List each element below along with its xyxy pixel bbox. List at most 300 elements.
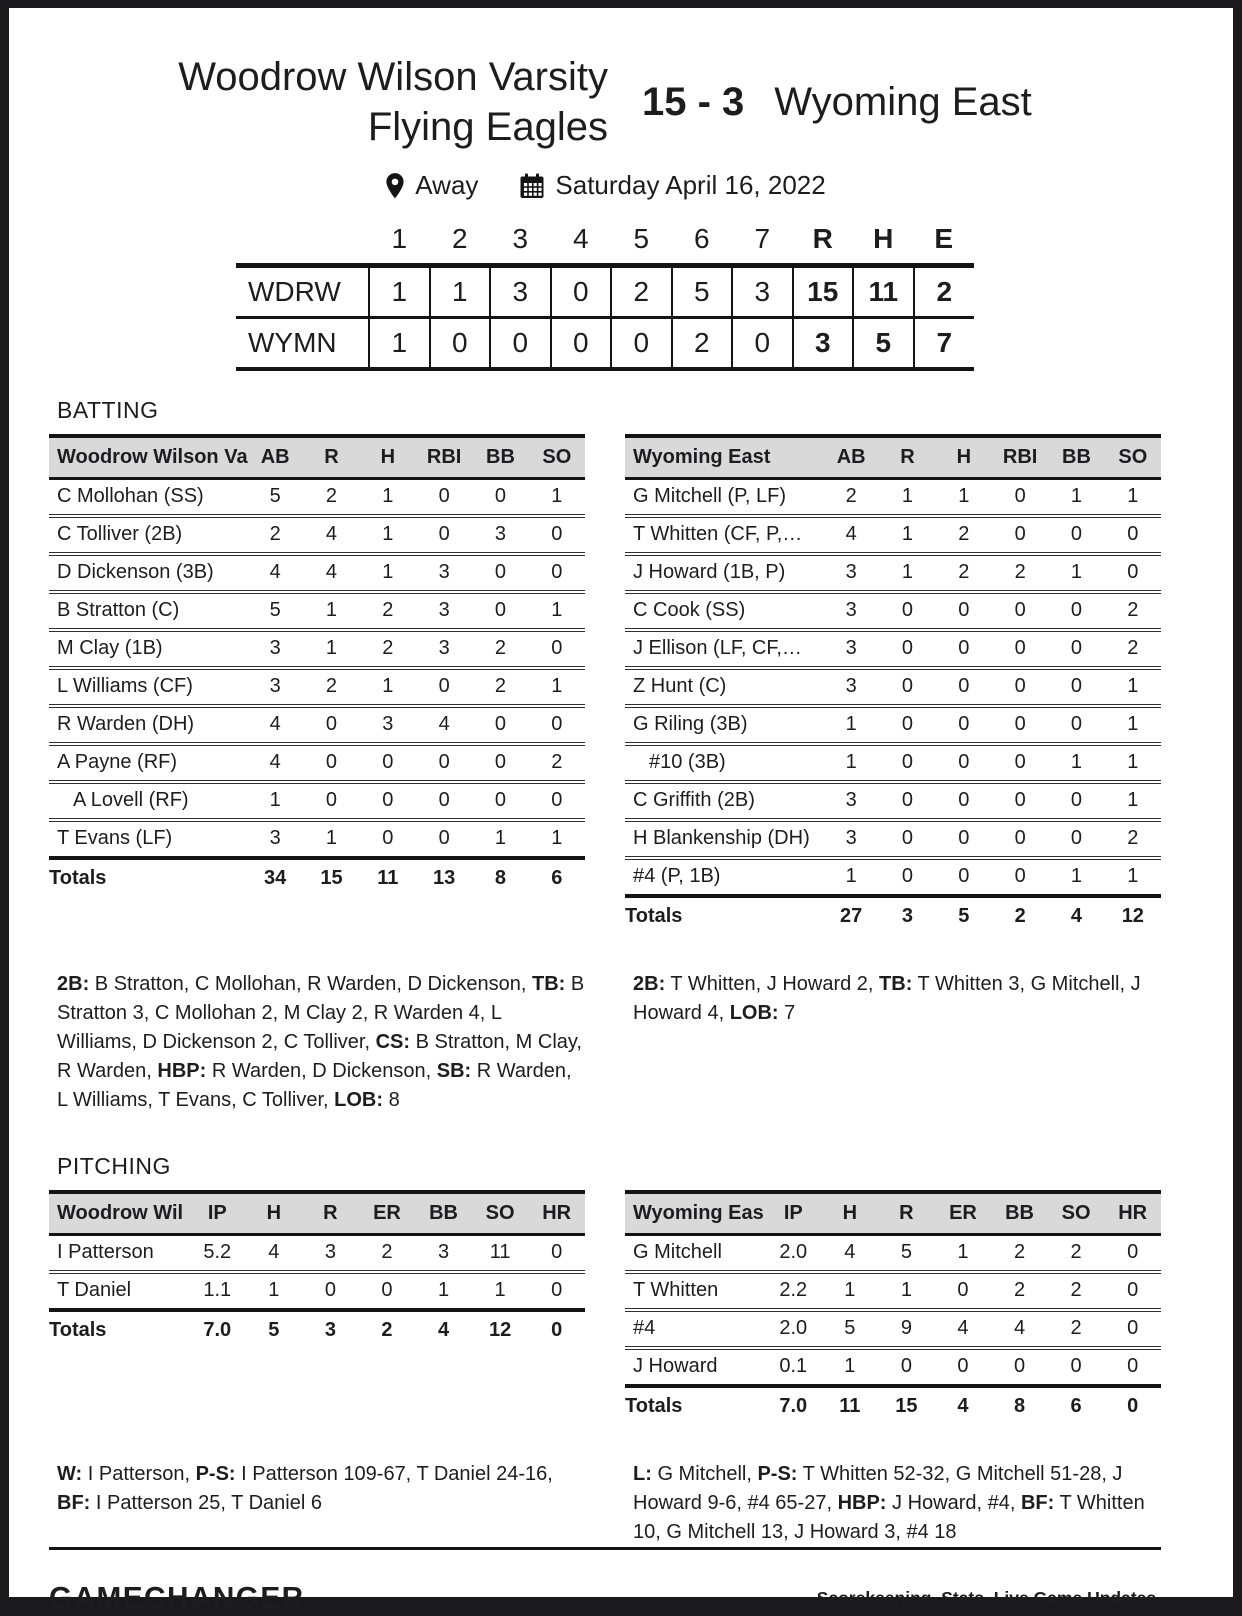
game-location [384, 170, 478, 201]
stat-value-cell: 1 [360, 556, 416, 594]
stat-value-cell: 0 [1127, 1355, 1139, 1377]
stat-column-header: BB [1048, 434, 1104, 480]
batter-row [49, 594, 585, 632]
player-name: L Williams (CF) [49, 670, 247, 708]
stat-column-header: H [822, 1190, 879, 1236]
stat-value-cell: 1 [1127, 865, 1139, 887]
footer-divider [49, 1547, 1161, 1550]
stat-value-cell: 0 [529, 632, 585, 670]
inning-score-cell: 0 [490, 318, 551, 370]
totals-value-cell: 13 [416, 856, 472, 898]
summary-score-cell: 11 [853, 266, 914, 318]
stat-column-header: HR [528, 1190, 585, 1236]
totals-value-cell: 34 [247, 856, 303, 898]
inning-score-cell: 1 [369, 318, 430, 370]
stat-value-cell: 0 [879, 594, 935, 632]
stat-value-cell: 3 [416, 556, 472, 594]
stat-value-cell: 1 [303, 632, 359, 670]
stat-value-cell: 0 [472, 556, 528, 594]
inning-score-cell: 0 [430, 318, 491, 370]
stat-value-cell: 3 [823, 594, 879, 632]
stat-value-cell: 2 [1105, 632, 1161, 670]
team-column-header: Woodrow Wilson Va [49, 434, 247, 480]
totals-value-cell: 6 [1048, 1384, 1105, 1426]
stat-value-cell: 1 [1105, 670, 1161, 708]
batter-row [625, 860, 1161, 894]
stat-value-cell: 4 [303, 556, 359, 594]
stat-value-cell: 4 [246, 1236, 303, 1274]
note-stat-label: W: [57, 1463, 83, 1485]
stat-value-cell: 0 [992, 480, 1048, 518]
totals-value-cell: 15 [303, 856, 359, 898]
line-score-table [236, 223, 974, 371]
stat-value-cell: 2.0 [765, 1312, 822, 1350]
stat-value-cell: 0 [1070, 1355, 1082, 1377]
home-team-line2: Flying Eagles [367, 105, 608, 149]
inning-score-cell: 0 [611, 318, 672, 370]
player-name: G Mitchell [625, 1236, 765, 1274]
home-batting-table [49, 434, 585, 898]
player-name: J Howard [633, 1355, 718, 1377]
totals-value-cell: 7.0 [189, 1308, 246, 1350]
stat-value-cell: 1 [879, 518, 935, 556]
stat-column-header: R [878, 1190, 935, 1236]
stat-value-cell: 2 [991, 1236, 1048, 1274]
stat-column-header: BB [415, 1190, 472, 1236]
stat-value-cell: 1 [1048, 556, 1104, 594]
stat-value-cell: 3 [823, 670, 879, 708]
game-title-row [49, 52, 1161, 152]
stat-value-cell: 4 [416, 708, 472, 746]
inning-number-header: 6 [693, 223, 710, 254]
pitcher-row [49, 1274, 585, 1308]
stat-value-cell: 0 [879, 670, 935, 708]
inning-score-cell: 1 [369, 266, 430, 318]
stat-value-cell: 0 [992, 632, 1048, 670]
stat-value-cell: 1 [529, 480, 585, 518]
stat-value-cell: 0 [1014, 865, 1026, 887]
summary-score-cell: 15 [793, 266, 854, 318]
inning-score-cell: 2 [611, 266, 672, 318]
stat-value-cell: 3 [416, 594, 472, 632]
stat-value-cell: 0 [472, 594, 528, 632]
stat-value-cell: 2 [303, 670, 359, 708]
batting-columns [49, 434, 1161, 1115]
totals-value-cell: 6 [529, 856, 585, 898]
team-column-header: Woodrow Wil [49, 1190, 189, 1236]
scorecard-page [9, 8, 1233, 1615]
stat-value-cell: 2 [823, 480, 879, 518]
stat-value-cell: 1 [551, 827, 563, 849]
stat-column-header: R [879, 434, 935, 480]
totals-value-cell: 8 [991, 1384, 1048, 1426]
stat-value-cell: 0 [1013, 1355, 1026, 1377]
batter-row [49, 746, 585, 784]
stat-value-cell: 3 [823, 556, 879, 594]
note-stat-label: CS: [375, 1031, 411, 1053]
batter-row [625, 708, 1161, 746]
stat-value-cell: 0 [416, 670, 472, 708]
totals-row [49, 1308, 585, 1350]
batter-row [625, 556, 1161, 594]
player-name: #10 (3B) [625, 746, 823, 784]
player-name: M Clay (1B) [49, 632, 247, 670]
note-stat-label: P-S: [757, 1463, 798, 1485]
totals-value-cell: 2 [359, 1308, 416, 1350]
stat-value-cell: 1 [268, 1279, 280, 1301]
stat-column-header: IP [765, 1190, 822, 1236]
stat-value-cell: 3 [472, 518, 528, 556]
inning-score-cell: 3 [490, 266, 551, 318]
pitcher-row [625, 1236, 1161, 1274]
player-name: J Ellison (LF, CF,… [625, 632, 823, 670]
inning-number-header: 3 [512, 223, 529, 254]
note-stat-label: HBP: [837, 1492, 887, 1514]
stat-value-cell: 2 [1105, 594, 1161, 632]
totals-value-cell: 0 [528, 1308, 585, 1350]
stat-value-cell: 0 [529, 784, 585, 822]
stat-value-cell: 0 [529, 556, 585, 594]
stat-value-cell: 0 [416, 784, 472, 822]
player-name: T Whitten (CF, P,… [625, 518, 823, 556]
stat-value-cell: 3 [823, 822, 879, 860]
stat-value-cell: 1 [529, 670, 585, 708]
batter-row [49, 670, 585, 708]
inning-number-header: 2 [451, 223, 468, 254]
home-pitching-notes: W: I Patterson, P-S: I Patterson 109-67, T Daniel 24-16, BF: I Patterson 25, T Daniel 6 [57, 1463, 553, 1514]
stat-value-cell: 0 [901, 865, 914, 887]
stat-value-cell: 0 [992, 746, 1048, 784]
stat-value-cell: 3 [247, 632, 303, 670]
stat-value-cell: 5 [247, 480, 303, 518]
stat-header-row [625, 434, 1161, 480]
stat-value-cell: 1 [879, 556, 935, 594]
stat-value-cell: 0 [416, 746, 472, 784]
totals-row [625, 894, 1161, 936]
team-column-header: Wyoming East [625, 434, 823, 480]
stat-value-cell: 0 [992, 784, 1048, 822]
stat-value-cell: 0 [1105, 518, 1161, 556]
stat-value-cell: 1 [247, 784, 303, 822]
stat-value-cell: 0 [992, 708, 1048, 746]
linescore-section [49, 223, 1161, 371]
stat-header-row [49, 1190, 585, 1236]
note-stat-label: HBP: [157, 1060, 207, 1082]
stat-value-cell: 1 [878, 1274, 935, 1312]
stat-value-cell: 0 [360, 784, 416, 822]
stat-value-cell: 0 [1104, 1312, 1161, 1350]
stat-value-cell: 1 [935, 1236, 992, 1274]
stat-value-cell: 0 [936, 632, 992, 670]
away-pitching-table [625, 1190, 1161, 1426]
scorecard-content [49, 38, 1161, 1547]
stat-value-cell: 0 [879, 708, 935, 746]
stat-value-cell: 0 [529, 708, 585, 746]
totals-value-cell: 5 [246, 1308, 303, 1350]
stat-value-cell: 1 [1105, 784, 1161, 822]
inning-score-cell: 0 [551, 318, 612, 370]
batter-row [625, 784, 1161, 822]
stat-value-cell: 0 [303, 784, 359, 822]
totals-value-cell: 5 [936, 894, 992, 936]
totals-value-cell: 7.0 [765, 1384, 822, 1426]
player-name: Z Hunt (C) [625, 670, 823, 708]
calendar-icon [518, 172, 546, 200]
home-team-name [178, 52, 608, 152]
stat-value-cell: 1 [1105, 746, 1161, 784]
note-stat-label: 2B: [57, 973, 90, 995]
player-name: R Warden (DH) [49, 708, 247, 746]
totals-value-cell: 15 [878, 1384, 935, 1426]
stat-value-cell: 0 [879, 632, 935, 670]
note-stat-label: L: [633, 1463, 652, 1485]
stat-column-header: H [246, 1190, 303, 1236]
player-name: G Mitchell (P, LF) [625, 480, 823, 518]
pitcher-row [625, 1312, 1161, 1350]
summary-score-cell: 7 [914, 318, 975, 370]
inning-score-cell: 0 [551, 266, 612, 318]
stat-value-cell: 0.1 [779, 1355, 808, 1377]
away-batting-notes: 2B: T Whitten, J Howard 2, TB: T Whitten 3, G Mitchell, J Howard 4, LOB: 7 [633, 973, 1141, 1024]
summary-score-cell: 2 [914, 266, 975, 318]
stat-value-cell: 0 [472, 480, 528, 518]
stat-value-cell: 0 [957, 1355, 969, 1377]
totals-value-cell: 3 [302, 1308, 359, 1350]
stat-value-cell: 2 [1048, 1236, 1105, 1274]
batter-row [49, 822, 585, 856]
stat-value-cell: 0 [1105, 556, 1161, 594]
stat-value-cell: 0 [438, 827, 450, 849]
stat-column-header: R [302, 1190, 359, 1236]
stat-value-cell: 1 [360, 518, 416, 556]
stat-column-header: ER [359, 1190, 416, 1236]
note-stat-label: TB: [879, 973, 913, 995]
linescore-header-row [236, 223, 974, 266]
stat-value-cell: 4 [303, 518, 359, 556]
stat-value-cell: 4 [991, 1312, 1048, 1350]
stat-value-cell: 5 [247, 594, 303, 632]
stat-value-cell: 0 [303, 746, 359, 784]
stat-value-cell: 1 [325, 827, 338, 849]
stat-value-cell: 2 [303, 480, 359, 518]
stat-value-cell: 0 [936, 594, 992, 632]
stat-column-header: H [360, 434, 416, 480]
away-team-name: Wyoming East [774, 79, 1032, 124]
stat-value-cell: 0 [900, 1355, 912, 1377]
stat-value-cell: 0 [958, 865, 970, 887]
stat-column-header: AB [823, 434, 879, 480]
player-name: D Dickenson (3B) [49, 556, 247, 594]
stat-value-cell: 3 [360, 708, 416, 746]
batter-row [625, 518, 1161, 556]
stat-header-row [49, 434, 585, 480]
stat-value-cell: 0 [1048, 594, 1104, 632]
player-name: G Riling (3B) [625, 708, 823, 746]
inning-score-cell: 5 [672, 266, 733, 318]
totals-row [49, 856, 585, 898]
stat-value-cell: 1.1 [203, 1279, 232, 1301]
stat-value-cell: 0 [992, 594, 1048, 632]
stat-value-cell: 2 [1048, 1312, 1105, 1350]
inning-score-cell: 3 [732, 266, 793, 318]
stat-value-cell: 2 [360, 594, 416, 632]
pitching-section-label: PITCHING [57, 1153, 171, 1179]
stat-value-cell: 2 [247, 518, 303, 556]
team-abbreviation: WDRW [236, 266, 369, 318]
inning-number-header: 5 [633, 223, 650, 254]
stat-value-cell: 2 [936, 518, 992, 556]
player-name: A Payne (RF) [49, 746, 247, 784]
stat-value-cell: 0 [529, 518, 585, 556]
totals-value-cell: 8 [472, 856, 528, 898]
stat-value-cell: 2 [991, 1274, 1048, 1312]
home-batting-notes: 2B: B Stratton, C Mollohan, R Warden, D Dickenson, TB: B Stratton 3, C Mollohan 2, M Clay 2, R Warden 4, L Williams, D Dickenson 2, C Tolliver, CS: B Stratton, M Clay, R Warden, HBP: R Warden, D Dickenson, SB: R Warden, L Williams, T Evans, C Tolliver, LOB: 8 [57, 973, 585, 1111]
gamechanger-logo: GAMECHANGER [49, 1580, 305, 1615]
summary-score-cell: 5 [853, 318, 914, 370]
stat-value-cell: 0 [879, 784, 935, 822]
stat-value-cell: 0 [1104, 1274, 1161, 1312]
stat-value-cell: 0 [936, 746, 992, 784]
stat-value-cell: 0 [992, 670, 1048, 708]
batter-row [49, 708, 585, 746]
totals-label: Totals [49, 1308, 189, 1350]
stat-value-cell: 0 [416, 480, 472, 518]
inning-score-cell: 0 [732, 318, 793, 370]
stat-column-header: RBI [416, 434, 472, 480]
linescore-team-row [236, 266, 974, 318]
stat-value-cell: 5 [878, 1236, 935, 1274]
away-pitching-notes: L: G Mitchell, P-S: T Whitten 52-32, G Mitchell 51-28, J Howard 9-6, #4 65-27, HBP: J Howard, #4, BF: T Whitten 10, G Mitchell 13, J Howard 3, #4 18 [633, 1463, 1145, 1543]
stat-value-cell: 2 [360, 632, 416, 670]
inning-number-header: 1 [391, 223, 408, 254]
batter-row [625, 480, 1161, 518]
player-name: I Patterson [49, 1236, 189, 1274]
stat-value-cell: 0 [382, 827, 394, 849]
stat-column-header: SO [1048, 1190, 1105, 1236]
footer [49, 1547, 1161, 1616]
note-stat-label: BF: [57, 1492, 91, 1514]
stat-value-cell: 0 [1048, 822, 1104, 860]
stat-value-cell: 1 [360, 670, 416, 708]
player-name: C Cook (SS) [625, 594, 823, 632]
team-column-header: Wyoming Eas [625, 1190, 765, 1236]
totals-value-cell: 4 [1048, 894, 1104, 936]
stat-value-cell: 1 [823, 708, 879, 746]
stat-value-cell: 1 [844, 1355, 856, 1377]
stat-value-cell: 0 [936, 822, 992, 860]
stat-value-cell: 5 [822, 1312, 879, 1350]
batter-row [625, 632, 1161, 670]
stat-value-cell: 1 [1048, 480, 1104, 518]
stat-column-header: SO [1105, 434, 1161, 480]
stat-value-cell: 0 [879, 746, 935, 784]
footer-row [49, 1580, 1161, 1616]
totals-value-cell: 2 [992, 894, 1048, 936]
stat-value-cell: 3 [823, 632, 879, 670]
stat-value-cell: 2 [992, 556, 1048, 594]
player-name: T Whitten [625, 1274, 765, 1312]
stat-value-cell: 2 [1048, 1274, 1105, 1312]
note-stat-label: LOB: [729, 1002, 779, 1024]
stat-value-cell: 1 [494, 827, 507, 849]
player-name: H Blankenship (DH) [625, 822, 823, 860]
stat-value-cell: 2.2 [765, 1274, 822, 1312]
pitching-columns [49, 1190, 1161, 1547]
totals-value-cell: 11 [360, 856, 416, 898]
stat-value-cell: 1 [1048, 746, 1104, 784]
summary-score-cell: 3 [793, 318, 854, 370]
stat-value-cell: 2 [472, 670, 528, 708]
player-name: B Stratton (C) [49, 594, 247, 632]
stat-value-cell: 11 [472, 1236, 529, 1274]
stat-column-header: BB [991, 1190, 1048, 1236]
summary-stat-header: R [812, 223, 833, 254]
batter-row [625, 594, 1161, 632]
totals-label: Totals [625, 1384, 765, 1426]
stat-value-cell: 0 [936, 670, 992, 708]
totals-value-cell: 27 [823, 894, 879, 936]
stat-value-cell: 2 [1105, 822, 1161, 860]
totals-value-cell: 0 [1104, 1384, 1161, 1426]
stat-value-cell: 1 [1105, 708, 1161, 746]
stat-value-cell: 2 [472, 632, 528, 670]
stat-value-cell: 0 [1104, 1236, 1161, 1274]
team-abbreviation: WYMN [236, 318, 369, 370]
player-name: #4 (P, 1B) [633, 865, 721, 887]
stat-value-cell: 0 [935, 1274, 992, 1312]
batter-row [49, 480, 585, 518]
player-name: C Griffith (2B) [625, 784, 823, 822]
player-name: C Mollohan (SS) [49, 480, 247, 518]
stat-column-header: IP [189, 1190, 246, 1236]
stat-value-cell: 3 [415, 1236, 472, 1274]
stat-value-cell: 3 [247, 670, 303, 708]
totals-label: Totals [49, 856, 247, 898]
stat-value-cell: 0 [303, 708, 359, 746]
stat-column-header: RBI [992, 434, 1048, 480]
stat-value-cell: 3 [302, 1236, 359, 1274]
summary-stat-header: H [873, 223, 894, 254]
stat-value-cell: 3 [269, 827, 281, 849]
batter-row [49, 632, 585, 670]
stat-value-cell: 2 [936, 556, 992, 594]
pitcher-row [625, 1274, 1161, 1312]
totals-value-cell: 3 [879, 894, 935, 936]
summary-stat-header: E [934, 223, 954, 254]
game-date [518, 170, 825, 201]
stat-value-cell: 0 [936, 708, 992, 746]
batter-row [49, 784, 585, 822]
stat-value-cell: 0 [472, 708, 528, 746]
player-name: A Lovell (RF) [49, 784, 247, 822]
stat-value-cell: 1 [360, 480, 416, 518]
note-stat-label: 2B: [633, 973, 666, 995]
batter-row [625, 822, 1161, 860]
away-batting-table [625, 434, 1161, 936]
stat-value-cell: 1 [936, 480, 992, 518]
batting-section-label: BATTING [57, 397, 159, 423]
linescore-team-row [236, 318, 974, 370]
player-name: T Daniel [57, 1279, 132, 1301]
stat-column-header: AB [247, 434, 303, 480]
batter-row [49, 556, 585, 594]
note-stat-label: BF: [1020, 1492, 1055, 1514]
linescore-corner [236, 223, 369, 266]
batter-row [49, 518, 585, 556]
pitcher-row [625, 1350, 1161, 1384]
totals-value-cell: 12 [1105, 894, 1161, 936]
footer-tagline: Scorekeeping. Stats. Live Game Updates. [816, 1587, 1161, 1608]
